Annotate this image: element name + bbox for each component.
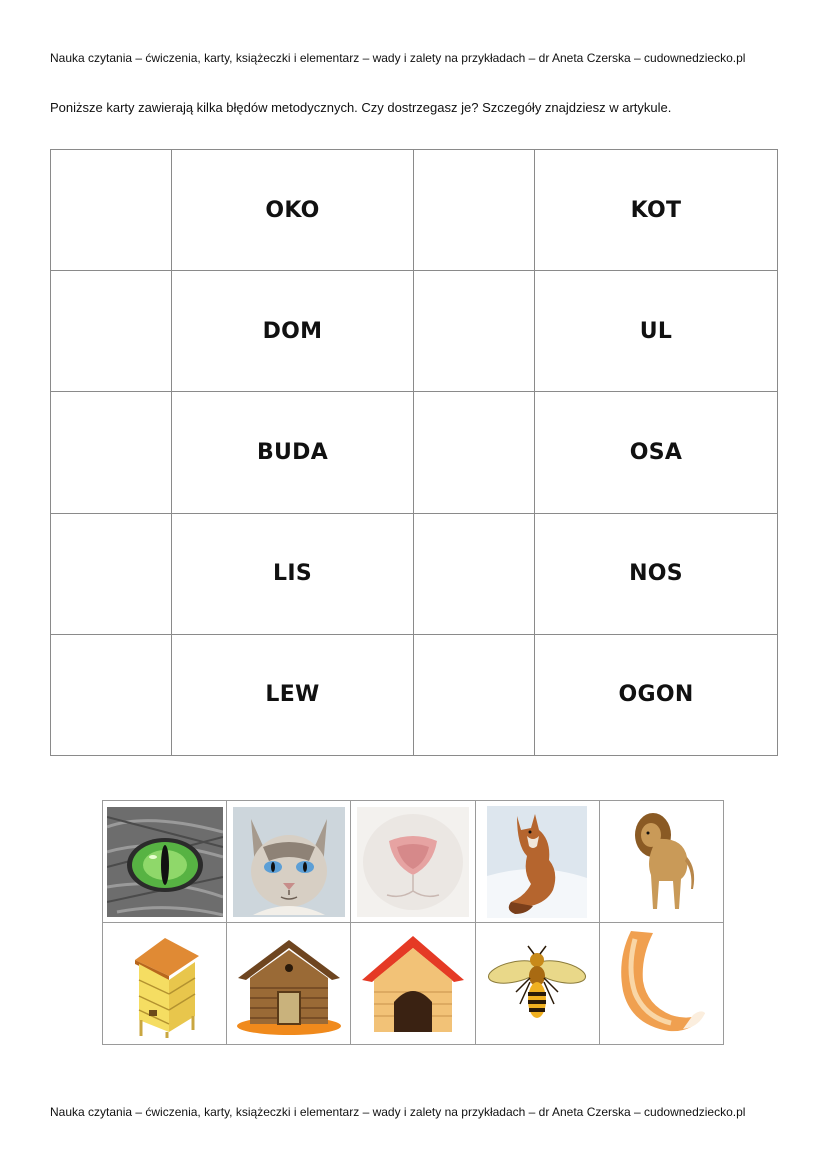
picture-card	[227, 801, 351, 923]
fox-picture	[487, 806, 587, 918]
picture-card	[599, 801, 723, 923]
empty-picture-slot	[51, 634, 172, 755]
empty-picture-slot	[414, 634, 535, 755]
word-card: OGON	[535, 634, 778, 755]
card-row	[51, 150, 778, 271]
word-card: BUDA	[172, 392, 414, 513]
picture-card	[103, 923, 227, 1045]
card-row	[51, 513, 778, 634]
word-card: KOT	[535, 150, 778, 271]
cat-picture	[233, 807, 345, 917]
intro-text: Poniższe karty zawierają kilka błędów metodycznych. Czy dostrzegasz je? Szczegóły znajdziesz w artykule.	[50, 100, 672, 115]
doghouse-picture	[360, 930, 466, 1038]
picture-row	[103, 923, 724, 1045]
word-card: OSA	[535, 392, 778, 513]
card-row	[51, 634, 778, 755]
picture-card	[103, 801, 227, 923]
empty-picture-slot	[51, 513, 172, 634]
beehive-picture	[123, 930, 207, 1038]
page-footer: Nauka czytania – ćwiczenia, karty, książeczki i elementarz – wady i zalety na przykładach – dr Aneta Czerska – cudownedziecko.pl	[50, 1105, 746, 1119]
empty-picture-slot	[414, 271, 535, 392]
word-card: DOM	[172, 271, 414, 392]
picture-card	[351, 923, 475, 1045]
word-card: NOS	[535, 513, 778, 634]
picture-card	[227, 923, 351, 1045]
picture-card	[351, 801, 475, 923]
lion-picture	[621, 809, 701, 915]
word-cards-table	[50, 149, 778, 756]
empty-picture-slot	[414, 513, 535, 634]
empty-picture-slot	[414, 392, 535, 513]
word-card: UL	[535, 271, 778, 392]
word-card: OKO	[172, 150, 414, 271]
wasp-picture	[486, 944, 588, 1024]
picture-cards-table	[102, 800, 724, 1045]
picture-card	[599, 923, 723, 1045]
picture-row	[103, 801, 724, 923]
page-header: Nauka czytania – ćwiczenia, karty, książeczki i elementarz – wady i zalety na przykładach – dr Aneta Czerska – cudownedziecko.pl	[50, 51, 746, 65]
picture-card	[475, 801, 599, 923]
card-row	[51, 271, 778, 392]
empty-picture-slot	[51, 271, 172, 392]
empty-picture-slot	[414, 150, 535, 271]
card-row	[51, 392, 778, 513]
cat-nose-picture	[357, 807, 469, 917]
word-card: LIS	[172, 513, 414, 634]
picture-card	[475, 923, 599, 1045]
tail-picture	[613, 929, 709, 1039]
wooden-house-picture	[234, 932, 344, 1036]
empty-picture-slot	[51, 392, 172, 513]
cat-eye-picture	[107, 807, 223, 917]
empty-picture-slot	[51, 150, 172, 271]
word-card: LEW	[172, 634, 414, 755]
